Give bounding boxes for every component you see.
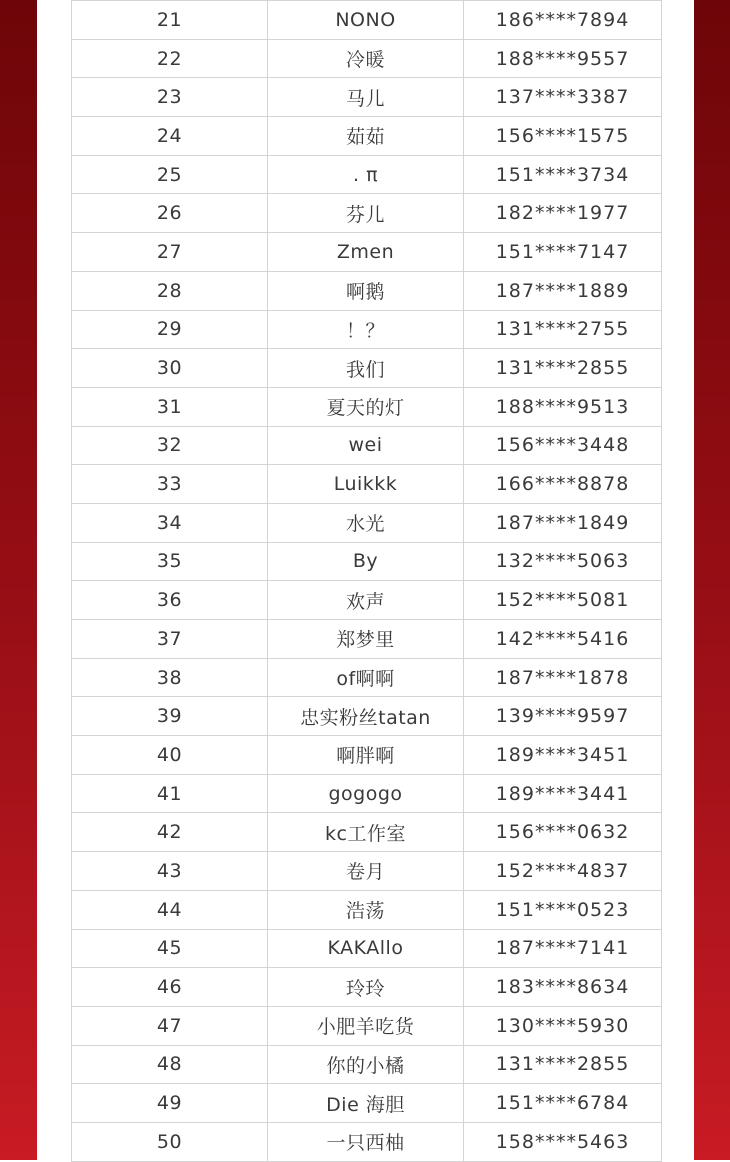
phone-cell: 166****8878 [464, 465, 662, 504]
rank-cell: 37 [72, 620, 268, 659]
nickname-cell: wei [268, 426, 464, 465]
rank-cell: 44 [72, 890, 268, 929]
rank-cell: 28 [72, 271, 268, 310]
phone-cell: 152****4837 [464, 852, 662, 891]
nickname-cell: . π [268, 155, 464, 194]
table-row [72, 387, 662, 426]
nickname-cell: 欢声 [268, 581, 464, 620]
nickname-cell: 我们 [268, 349, 464, 388]
table-row [72, 968, 662, 1007]
nickname-cell: KAKAllo [268, 929, 464, 968]
table-row [72, 658, 662, 697]
right-red-border [694, 0, 730, 1160]
nickname-cell: 忠实粉丝tatan [268, 697, 464, 736]
table-row [72, 349, 662, 388]
nickname-cell: 郑梦里 [268, 620, 464, 659]
rank-cell: 33 [72, 465, 268, 504]
nickname-cell: kc工作室 [268, 813, 464, 852]
table-row [72, 426, 662, 465]
phone-cell: 151****3734 [464, 155, 662, 194]
phone-cell: 139****9597 [464, 697, 662, 736]
rank-cell: 49 [72, 1084, 268, 1123]
table-row [72, 736, 662, 775]
phone-cell: 151****6784 [464, 1084, 662, 1123]
phone-cell: 156****0632 [464, 813, 662, 852]
phone-cell: 189****3441 [464, 774, 662, 813]
nickname-cell: 冷暖 [268, 39, 464, 78]
rank-cell: 25 [72, 155, 268, 194]
rank-cell: 34 [72, 503, 268, 542]
nickname-cell: 啊鹅 [268, 271, 464, 310]
phone-cell: 130****5930 [464, 1006, 662, 1045]
table-row [72, 155, 662, 194]
phone-cell: 187****1889 [464, 271, 662, 310]
phone-cell: 187****1878 [464, 658, 662, 697]
phone-cell: 156****1575 [464, 117, 662, 156]
table-row [72, 542, 662, 581]
nickname-cell: 夏天的灯 [268, 387, 464, 426]
phone-cell: 151****7147 [464, 233, 662, 272]
nickname-cell: 茹茹 [268, 117, 464, 156]
nickname-cell: 你的小橘 [268, 1045, 464, 1084]
phone-cell: 137****3387 [464, 78, 662, 117]
rank-cell: 48 [72, 1045, 268, 1084]
rank-cell: 22 [72, 39, 268, 78]
phone-cell: 131****2755 [464, 310, 662, 349]
phone-cell: 151****0523 [464, 890, 662, 929]
rank-cell: 47 [72, 1006, 268, 1045]
table-row [72, 852, 662, 891]
table-row [72, 78, 662, 117]
rank-cell: 23 [72, 78, 268, 117]
rank-cell: 35 [72, 542, 268, 581]
phone-cell: 187****7141 [464, 929, 662, 968]
rank-cell: 42 [72, 813, 268, 852]
table-row [72, 1122, 662, 1161]
table-row [72, 271, 662, 310]
table-row [72, 233, 662, 272]
table-row [72, 774, 662, 813]
left-red-border [0, 0, 37, 1160]
nickname-cell: Zmen [268, 233, 464, 272]
phone-cell: 156****3448 [464, 426, 662, 465]
rank-cell: 36 [72, 581, 268, 620]
phone-cell: 188****9557 [464, 39, 662, 78]
phone-cell: 189****3451 [464, 736, 662, 775]
table-row [72, 581, 662, 620]
phone-cell: 182****1977 [464, 194, 662, 233]
table-row [72, 1045, 662, 1084]
table-row [72, 194, 662, 233]
rank-cell: 21 [72, 1, 268, 40]
nickname-cell: 玲玲 [268, 968, 464, 1007]
nickname-cell: 卷月 [268, 852, 464, 891]
table-row [72, 890, 662, 929]
rank-cell: 31 [72, 387, 268, 426]
rank-cell: 39 [72, 697, 268, 736]
phone-cell: 132****5063 [464, 542, 662, 581]
rank-cell: 27 [72, 233, 268, 272]
nickname-cell: 芬儿 [268, 194, 464, 233]
phone-cell: 187****1849 [464, 503, 662, 542]
table-row [72, 503, 662, 542]
rank-cell: 41 [72, 774, 268, 813]
table-row [72, 813, 662, 852]
table-row [72, 1, 662, 40]
table-row [72, 620, 662, 659]
table-row [72, 117, 662, 156]
rank-cell: 50 [72, 1122, 268, 1161]
rank-cell: 30 [72, 349, 268, 388]
nickname-cell: of啊啊 [268, 658, 464, 697]
nickname-cell: 水光 [268, 503, 464, 542]
phone-cell: 188****9513 [464, 387, 662, 426]
table-row [72, 39, 662, 78]
table-row [72, 1006, 662, 1045]
rank-cell: 40 [72, 736, 268, 775]
phone-cell: 131****2855 [464, 349, 662, 388]
winners-table-body [72, 1, 662, 1162]
nickname-cell: Luikkk [268, 465, 464, 504]
nickname-cell: 啊胖啊 [268, 736, 464, 775]
nickname-cell: ！？ [268, 310, 464, 349]
nickname-cell: 小肥羊吃货 [268, 1006, 464, 1045]
rank-cell: 45 [72, 929, 268, 968]
nickname-cell: Die 海胆 [268, 1084, 464, 1123]
phone-cell: 152****5081 [464, 581, 662, 620]
table-row [72, 310, 662, 349]
rank-cell: 24 [72, 117, 268, 156]
rank-cell: 29 [72, 310, 268, 349]
rank-cell: 26 [72, 194, 268, 233]
nickname-cell: NONO [268, 1, 464, 40]
phone-cell: 142****5416 [464, 620, 662, 659]
rank-cell: 32 [72, 426, 268, 465]
table-row [72, 1084, 662, 1123]
rank-cell: 38 [72, 658, 268, 697]
phone-cell: 158****5463 [464, 1122, 662, 1161]
nickname-cell: gogogo [268, 774, 464, 813]
winners-table [71, 0, 662, 1162]
rank-cell: 46 [72, 968, 268, 1007]
table-row [72, 929, 662, 968]
table-row [72, 465, 662, 504]
winners-panel [37, 0, 694, 1160]
nickname-cell: By [268, 542, 464, 581]
phone-cell: 183****8634 [464, 968, 662, 1007]
nickname-cell: 浩荡 [268, 890, 464, 929]
table-row [72, 697, 662, 736]
nickname-cell: 一只西柚 [268, 1122, 464, 1161]
rank-cell: 43 [72, 852, 268, 891]
nickname-cell: 马儿 [268, 78, 464, 117]
phone-cell: 131****2855 [464, 1045, 662, 1084]
phone-cell: 186****7894 [464, 1, 662, 40]
